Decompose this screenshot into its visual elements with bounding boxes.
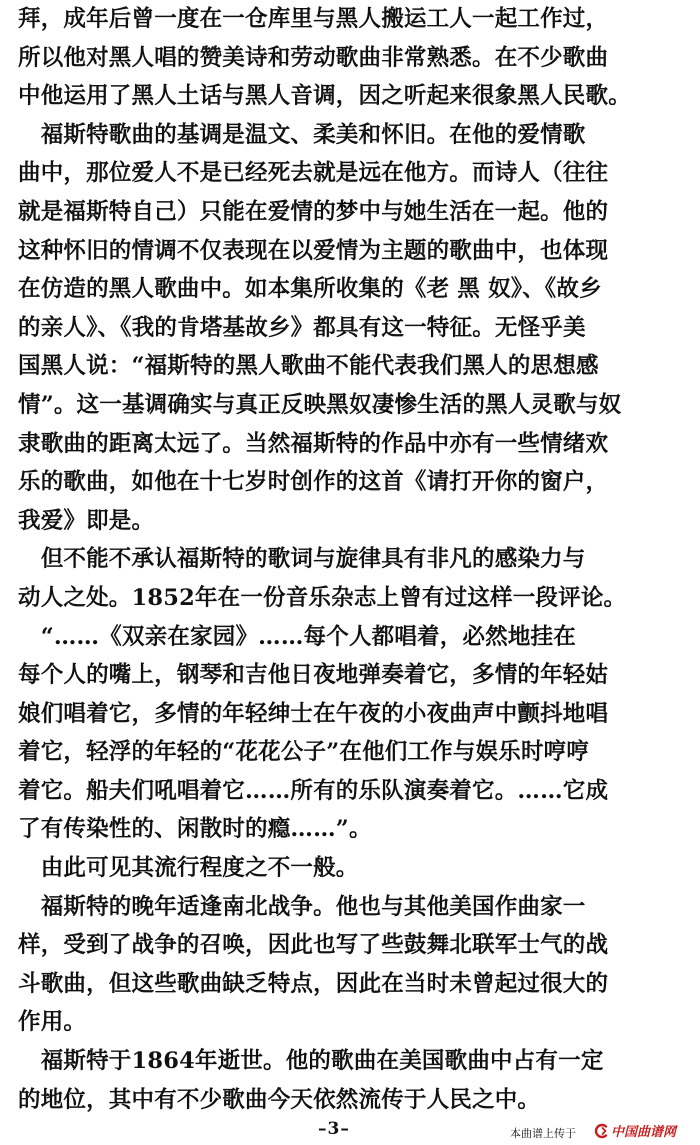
text-line: 乐的歌曲，如他在十七岁时创作的这首《请打开你的窗户， bbox=[18, 469, 609, 496]
text-line: 的亲人》、《我的肯塔基故乡》都具有这一特征。无怪乎美 bbox=[18, 314, 586, 341]
upload-note: 本曲谱上传于 bbox=[510, 1127, 576, 1140]
text-line: “……《双亲在家园》……每个人都唱着，必然地挂在 bbox=[18, 623, 576, 650]
text-line: 着它。船夫们吼唱着它……所有的乐队演奏着它。……它成 bbox=[18, 777, 609, 804]
text-line: 作用。 bbox=[18, 1009, 87, 1036]
text-line: 福斯特歌曲的基调是温文、柔美和怀旧。在他的爱情歌 bbox=[18, 121, 586, 148]
text-line: 动人之处。1852年在一份音乐杂志上曾有过这样一段评论。 bbox=[18, 584, 627, 611]
page-footer bbox=[0, 1115, 700, 1145]
text-line: 了有传染性的、闲散时的瘾……”。 bbox=[18, 816, 372, 843]
page-number: –3– bbox=[318, 1119, 350, 1139]
text-line: 着它，轻浮的年轻的“花花公子”在他们工作与娱乐时哼哼 bbox=[18, 739, 590, 766]
text-line: 斗歌曲，但这些歌曲缺乏特点，因此在当时未曾起过很大的 bbox=[18, 970, 609, 997]
text-line: 由此可见其流行程度之不一般。 bbox=[18, 855, 359, 882]
text-line: 我爱》即是。 bbox=[18, 507, 155, 534]
text-line: 福斯特于1864年逝世。他的歌曲在美国歌曲中占有一定 bbox=[18, 1048, 604, 1075]
text-line: 这种怀旧的情调不仅表现在以爱情为主题的歌曲中，也体现 bbox=[18, 237, 609, 264]
text-line: 曲中，那位爱人不是已经死去就是远在他方。而诗人（往往 bbox=[18, 160, 609, 187]
site-name: 中国曲谱网 bbox=[611, 1125, 677, 1140]
text-line: 拜，成年后曾一度在一仓库里与黑人搬运工人一起工作过， bbox=[18, 6, 609, 32]
text-line: 娘们唱着它，多情的年轻绅士在午夜的小夜曲声中颤抖地唱 bbox=[18, 700, 609, 727]
text-line: 国黑人说：“福斯特的黑人歌曲不能代表我们黑人的思想感 bbox=[18, 353, 599, 380]
text-line: 所以他对黑人唱的赞美诗和劳动歌曲非常熟悉。在不少歌曲 bbox=[18, 44, 609, 71]
site-logo-icon bbox=[593, 1123, 609, 1139]
text-line: 情”。这一基调确实与真正反映黑奴凄惨生活的黑人灵歌与奴 bbox=[18, 391, 622, 418]
text-line: 但不能不承认福斯特的歌词与旋律具有非凡的感染力与 bbox=[18, 546, 586, 573]
site-logo[interactable] bbox=[593, 1121, 676, 1140]
text-line: 福斯特的晚年适逢南北战争。他也与其他美国作曲家一 bbox=[18, 893, 586, 920]
text-line: 样，受到了战争的召唤，因此也写了些鼓舞北联军士气的战 bbox=[18, 932, 609, 959]
text-line: 就是福斯特自己）只能在爱情的梦中与她生活在一起。他的 bbox=[18, 198, 609, 225]
text-line: 每个人的嘴上，钢琴和吉他日夜地弹奏着它，多情的年轻姑 bbox=[18, 662, 609, 689]
text-line: 隶歌曲的距离太远了。当然福斯特的作品中亦有一些情绪欢 bbox=[18, 430, 609, 457]
text-line: 在仿造的黑人歌曲中。如本集所收集的《老 黑 奴》、《故乡 bbox=[18, 276, 602, 303]
text-line: 的地位，其中有不少歌曲今天依然流传于人民之中。 bbox=[18, 1086, 541, 1113]
text-line: 中他运用了黑人土话与黑人音调，因之听起来很象黑人民歌。 bbox=[18, 83, 631, 110]
page-text bbox=[18, 0, 688, 1119]
